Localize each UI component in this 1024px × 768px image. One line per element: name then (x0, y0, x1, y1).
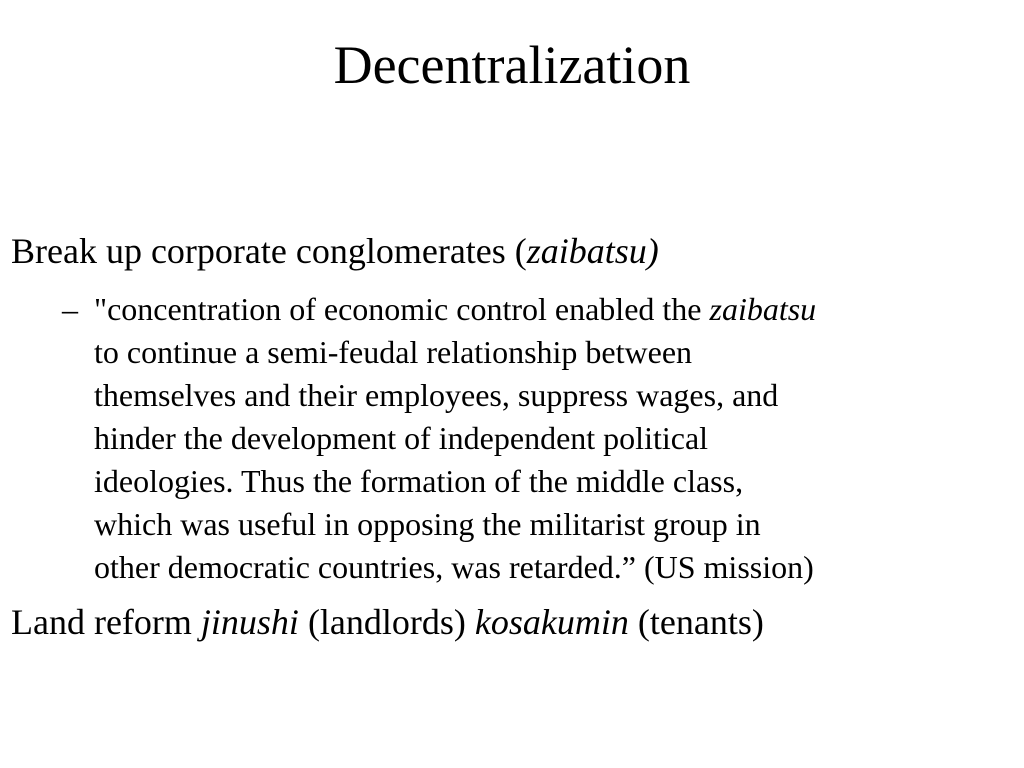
bullet-land-reform (11, 601, 1011, 643)
quote-line: hinder the development of independent political (94, 420, 709, 456)
quote-line-text: "concentration of economic control enabled the (94, 291, 710, 327)
quote-italic-term: zaibatsu (709, 291, 817, 327)
quote-line: other democratic countries, was retarded.” (US mission) (94, 549, 814, 585)
quote-line: themselves and their employees, suppress wages, and (94, 377, 779, 413)
quote-line: ideologies. Thus the formation of the middle class, (94, 463, 744, 499)
bullet-text: Land reform (11, 602, 201, 642)
quote-line: which was useful in opposing the militarist group in (94, 506, 761, 542)
slide-title: Decentralization (333, 35, 691, 95)
bullet-break-up-conglomerates (11, 230, 1011, 272)
bullet-text: (tenants) (628, 602, 764, 642)
sub-bullet-quote (94, 288, 1004, 589)
bullet-text: Break up corporate conglomerates ( (11, 231, 527, 271)
sub-bullet-dash: – (62, 291, 78, 327)
quote-line: to continue a semi-feudal relationship between (94, 334, 693, 370)
term-kosakumin: kosakumin (474, 602, 629, 642)
quote-line (94, 288, 1004, 331)
bullet-italic-term: zaibatsu) (526, 231, 659, 271)
bullet-text: (landlords) (298, 602, 475, 642)
term-jinushi: jinushi (200, 602, 299, 642)
